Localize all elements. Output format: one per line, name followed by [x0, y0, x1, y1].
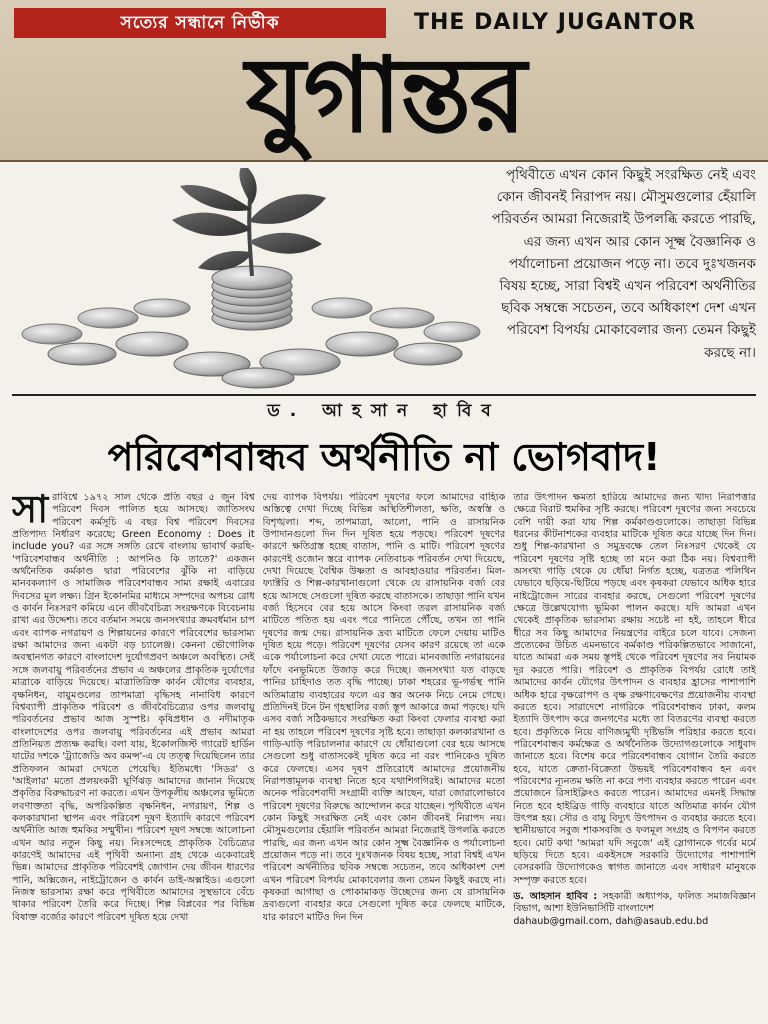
author-name: ড. আহসান হাবিব :	[513, 891, 598, 902]
divider	[12, 394, 756, 396]
column-1-text: রাবিশ্বে ১৯৭২ সাল থেকে প্রতি বছর ৫ জুন বিশ্ব পরিবেশ দিবস পালিত হয়ে আসছে। জাতিসংঘ পরিবেশ কর্মসূচি এ বছর বিশ্ব পরিবেশ দিবসের প্রতিপাদ্য নির্ধারণ করেছে; Green Economy : Does it include you? এর সঙ্গে সঙ্গতি রেখে বাংলায় ভাবার্থ করছি- 'পরিবেশবান্ধব অর্থনীতি : আপনিও কি তাতে?' একজন অর্থনৈতিক কর্মকাণ্ড দ্বারা পরিবেশের ঝুঁকি না বাড়িয়ে মানবকল্যাণ ও সামাজিক পরিবেশবান্ধব সাম্য রক্ষাই এবারের দিবসের মূল লক্ষ্য। গ্রিন ইকোনমির মাধ্যমে সম্পদের অপচয় রোধ ও কার্বন নিঃসরণ কমিয়ে এনে জীববৈচিত্র্য সংরক্ষণকে বিবেচনায় রাখা এর উদ্দেশ্য। তবে বর্তমান সময়ে জনসংখ্যার ক্রমবর্ধমান চাপ এবং ব্যাপক নগরায়ণ ও শিল্পায়নের কারণে পরিবেশের ভারসাম্য রক্ষা আমাদের জন্য একটা বড় চ্যালেঞ্জ। কেননা ভৌগোলিক অবস্থানগত কারণে বাংলাদেশ দুর্যোগপ্রবণ অঞ্চলে অবস্থিত। সেই সঙ্গে জলবায়ু পরিবর্তনের প্রভাব এ অঞ্চলের প্রাকৃতিক দুর্যোগের মাত্রাকে বাড়িয়ে দিয়েছে। মাত্রাতিরিক্ত কার্বন যৌগের ব্যবহার, বৃক্ষনিধন, বায়ুমণ্ডলের তাপমাত্রা বৃদ্ধিসহ নানাবিধ কারণে বিশ্বব্যাপী প্রাকৃতিক পরিবেশ ও জীববৈচিত্র্যের ওপর জলবায়ু পরিবর্তনের প্রভাব আজ সুস্পষ্ট। কৃষিপ্রধান ও নদীমাতৃক বাংলাদেশের ওপর জলবায়ু পরিবর্তনের এই প্রভাব আমরা প্রতিনিয়ত প্রত্যক্ষ করছি। বলা যায়, ইকোলজিস্ট গ্যারেট হার্ডিন যাটের দশকে 'ট্র্যাজেডি অব কমন্স'-এ যে তত্ত্ব দিয়েছিলেন তার প্রতিফলন আমরা দেখতে পেয়েছি। ইতিমধ্যে 'সিডর' ও 'আইলার' মতো প্রলয়ংকরী ঘূর্ণিঝড় আমাদের জানান দিয়েছে প্রকৃতির বিরুদ্ধাচরণ না করতে। এখন উপকূলীয় অঞ্চলের ভূমিতে লবণাক্ততা বৃদ্ধি, অপরিকল্পিত বৃক্ষনিধন, নগরায়ণ, শিল্প ও কলকারখানা স্থাপন এবং পরিবেশ দূষণ ইত্যাদি কারণে পরিবেশ অর্থনীতি আজ হুমকির সম্মুখীন। পরিবেশ দূষণ সম্বন্ধে আলোচনা এখন আর নতুন কিছু নয়। নিঃসন্দেহে প্রাকৃতিক বৈচিত্র্যের কারণেই আমাদের এই পৃথিবী অন্যান্য গ্রহ থেকে একেবারেই ভিন্ন। আমাদের প্রাকৃতিক পরিবেশই জোগান দেয় জীবন ধারণের পানি, অক্সিজেন, নাইট্রোজেন ও কার্বন ডাই-অক্সাইড। এগুলো নিজস্ব ভারসাম্য রক্ষা করে পৃথিবীতে আমাদের সুস্থভাবে বেঁচে থাকার পরিবেশ তৈরি করে দিচ্ছে। শিল্প বিপ্লবের পর বিভিন্ন বিষাক্ত বর্জ্যের কারণে পরিবেশ দূষিত হয়ে দেখা	[12, 492, 255, 923]
masthead-slogan: সত্যের সন্ধানে নির্ভীক	[14, 8, 386, 38]
author-info	[513, 891, 756, 928]
column-3-text: তার উৎপাদন ক্ষমতা হারিয়ে আমাদের জন্য খাদ্য নিরাপত্তার ক্ষেত্রে বিরাট হুমকির সৃষ্টি করছে। পরিবেশ দূষণের জন্য সবচেয়ে বেশি দায়ী করা যায় শিল্প কর্মকাণ্ডগুলোকে। তাছাড়া বিভিন্ন ধরনের কীটনাশকের ব্যবহার মাটিকে দূষিত করে যাচ্ছে দিন দিন। শুধু শিল্প-কারখানা ও সমুদ্রবক্ষে তেল নিঃসরণ থেকেই যে পরিবেশ দূষণের সৃষ্টি হচ্ছে তা মনে করা ঠিক নয়। বিশ্বব্যাপী অসংখ্য গাড়ি থেকে যে ধোঁয়া নির্গত হচ্ছে, যত্রতত্র পলিথিন যেভাবে ছড়িয়ে-ছিটিয়ে পড়ছে এবং কৃষকরা যেভাবে অধিক হারে নাইট্রোজেন সারের ব্যবহার করছে, সেগুলো পরিবেশ দূষণের ক্ষেত্রে উল্লেখযোগ্য ভূমিকা পালন করছে। যদি আমরা এখন থেকেই প্রাকৃতিক ভারসাম্য রক্ষায় সচেষ্ট না হই, তাহলে ধীরে ধীরে সব কিছু আমাদের নিয়ন্ত্রণের বাইরে চলে যাবে। সেজন্য প্রত্যেকের উচিত এমনভাবে কর্মকাণ্ড পরিকল্পিতভাবে সাজানো, যাতে আমরা এক সময় স্তূপই থেকে পরিবেশ দূষণের সব নিয়ামক দূর করতে পারি। পরিবেশ ও প্রাকৃতিক বিপর্যয় রোধে তাই আমাদের কার্বন যৌগের উৎপাদন ও ব্যবহার হ্রাসের পাশাপাশি অধিক হারে বৃক্ষরোপণ ও বৃক্ষ রক্ষণাবেক্ষণের প্রয়োজনীয় ব্যবস্থা করতে হবে। সারাদেশে নাগরিকে পরিবেশবান্ধব ঢাকা, কলম ইত্যাদি উৎপাদ করে জনগণের মধ্যে তা বিতরণের ব্যবস্থা করতে হবে। প্রকৃতিকে নিয়ে বাণিজ্যমুখী দৃষ্টিভঙ্গি পরিহার করতে হবে। পরিবেশবান্ধব কর্মক্ষেত্র ও অর্থনৈতিক উদ্যোগগুলোকে সাধুবাদ জানাতে হবে। বিশেষ করে পরিবেশবান্ধব যোগান তৈরি করতে হবে, যাতে ক্রেতা-বিক্রেতা উভয়ই পরিবেশবান্ধব হন এবং পরিবেশের ন্যূনতম ক্ষতি না করে পণ্য ব্যবহার করতে পারেন এবং প্রয়োজনে রিসাইক্লিংও করতে পারেন। আমাদের এমনই সিদ্ধান্ত নিতে হবে হাইব্রিড গাড়ি ব্যবহারে যাতে অতিমাত্র কার্বন যৌগ উৎপন্ন হয়। সৌর ও বায়ু বিদ্যুৎ উৎপাদন ও ব্যবহার করতে হবে। স্থানীয়ভাবে সবুজ শাকসবজি ও ফলমূল সংগ্রহ ও বিপণন করতে হবে। মোট কথা 'আমরা যদি সবুজে' এই স্লোগানকে গর্বের মর্মে ছড়িয়ে দিতে হবে। একইসঙ্গে সরকারি উদ্যোগের পাশাপাশি বেসরকারি উদ্যোগকেও স্বাগত জানাতে এবং সাধারণ মানুষকে সম্পৃক্ত করতে হবে।	[513, 492, 757, 886]
coins-with-sprout-image	[12, 168, 482, 390]
byline-author: ড. আহসান হাবিব	[267, 401, 501, 421]
dropcap: সা	[12, 492, 49, 531]
pull-quote: পৃথিবীতে এখন কোন কিছুই সংরক্ষিত নেই এবং কোন জীবনই নিরাপদ নয়। মৌসুমগুলোর হেঁয়ালি পরিবর্তন আমরা নিজেরাই উপলব্ধি করতে পারছি, এর জন্য এখন আর কোন সূক্ষ্ম বৈজ্ঞানিক ও পর্যালোচনা প্রয়োজন পড়ে না। তবে দুঃখজনক বিষয় হচ্ছে, সারা বিশ্বই এখন পরিবেশ অর্থনীতির ছবিক সম্বন্ধে সচেতন, তবে অধিকাংশ দেশ এখন পরিবেশ বিপর্যয় মোকাবেলার জন্য তেমন কিছুই করছে না।	[491, 167, 756, 361]
article-column-3	[513, 492, 756, 1018]
column-2-text: দেয় ব্যাপক বিপর্যয়। পরিবেশ দূষণের ফলে আমাদের বাহ্যিক অস্তিত্বে দেখা দিচ্ছে বিভিন্ন অস্থিতিশীলতা, ক্ষতি, অস্বস্তি ও বিশৃঙ্খলা। শব্দ, তাপমাত্রা, আলো, পানি ও রাসায়নিক উপাদানগুলো দিন দিন দূষিত হয়ে পড়ছে। পরিবেশ দূষণের কারণে ক্ষতিগ্রস্ত হচ্ছে বাতাস, পানি ও মাটি। পরিবেশ দূষণের কারণেই ওজোন স্তরে ব্যাপক নেতিবাচক পরিবর্তন দেখা দিয়েছে, দেখা দিয়েছে বৈশ্বিক উষ্ণতা ও আবহাওয়ার পরিবর্তন। মিল-ফ্যাক্টরি ও শিল্প-কারখানাগুলো থেকে যে রাসায়নিক বর্জ্য বের হয়ে আসছে সেগুলো দূষিত করছে বাতাসকে। তাছাড়া পানি যখন বর্জ্য হিসেবে বের হয়ে আসে কিংবা তরল রাসায়নিক বর্জ্য মাটিতে পতিত হয় এবং পরে পানিতে পৌঁছে, তখন তা পানি দূষণের জন্ম দেয়। রাসায়নিক দ্রব্য মাটিতে ফেলে দেয়ায় মাটিও দূষিত হয়ে পড়ে। পরিবেশ দূষণের যেসব কারণ রয়েছে তা একে একে পর্যালোচনা করে দেখা যেতে পারে। মানবজাতি নগরায়নের ফাঁদে বনভূমিতে উজাড় করে দিচ্ছে। জনসংখ্যা যত বাড়ছে পানির চাহিদাও তত বৃদ্ধি পাচ্ছে। ঢাকা শহরের ভূ-গর্ভস্থ পানি অতিমাত্রায় ব্যবহারের ফলে এর স্তর অনেক নিচে নেমে গেছে। প্রতিদিনই টনে টন গৃহস্থালির বর্জ্য স্তূপ আকারে জমা পড়ছে। যদি এসব বর্জ্য সঠিকভাবে সংরক্ষিত করা কিংবা ফেলার ব্যবস্থা করা না হয় তাহলে পরিবেশ দূষণের সৃষ্টি হবে। তাছাড়া কলকারখানা ও গাড়ি-ঘাড়ি পরিচালনার কারণে যে ধোঁয়াগুলো বের হয়ে আসছে সেগুলো শুধু বাতাসকেই দূষিত করে না বরং পানিকেও দূষিত করে ফেলছে। এসব দূষণ প্রতিরোধে আমাদের প্রয়োজনীয় নিরাপত্তামূলক ব্যবস্থা নিতে হবে যথাশিগগিরই। আমাদের মতো অনেক পরিবেশবাদী সংগ্রামী ব্যক্তি আছেন, যারা জোরালোভাবে পরিবেশ দূষণের বিরুদ্ধে আন্দোলন করে যাচ্ছেন। পৃথিবীতে এখন কোন কিছুই সংরক্ষিত নেই এবং কোন জীবনই নিরাপদ নয়। মৌসুমগুলোর হেঁয়ালি পরিবর্তন আমরা নিজেরাই উপলব্ধি করতে পারছি, এর জন্য এখন আর কোন সূক্ষ্ম বৈজ্ঞানিক ও পর্যালোচনা প্রয়োজন পড়ে না। তবে দুঃখজনক বিষয় হচ্ছে, সারা বিশ্বই এখন পরিবেশ অর্থনীতির ছবিক সম্বন্ধে সচেতন, তবে অধিকাংশ দেশ এখন পরিবেশ বিপর্যয় মোকাবেলার জন্য তেমন কিছুই করছে না। কৃষকরা আগাছা ও পোকামাকড় উচ্ছেদের জন্য যে রাসায়নিক দ্রব্যগুলো ব্যবহার করে সেগুলো দূষিত করে ফেলছে মাটিকে, যার কারণে মাটিও দিন দিন	[262, 492, 506, 923]
article-photo	[12, 168, 482, 390]
article-column-1	[12, 492, 255, 1018]
masthead	[0, 0, 768, 162]
article-column-2	[263, 492, 506, 1018]
article-body	[12, 492, 756, 1018]
newspaper-logo: যুগান্তর	[245, 33, 525, 156]
article-headline: পরিবেশবান্ধব অর্থনীতি না ভোগবাদ!	[107, 435, 661, 479]
author-title: সহকারী অধ্যাপক, ফলিত সমাজবিজ্ঞান বিভাগ, আশা ইউনিভার্সিটি বাংলাদেশ	[513, 891, 756, 915]
paper-name-english: THE DAILY JUGANTOR	[414, 10, 696, 35]
author-email[interactable]: dahaub@gmail.com, dah@asaub.edu.bd	[513, 915, 709, 927]
